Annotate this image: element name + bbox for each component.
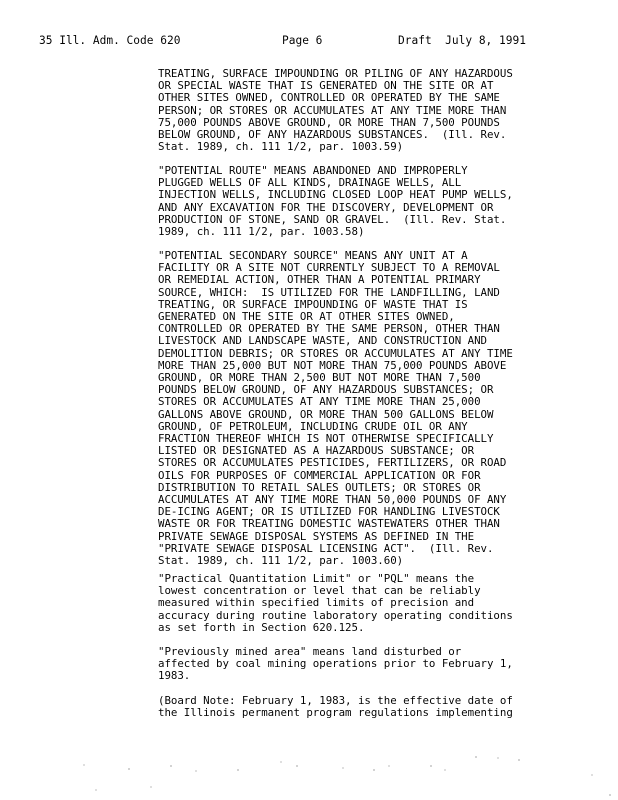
text-line: STORES OR ACCUMULATES PESTICIDES, FERTILIZERS, OR ROAD [158,456,507,470]
text-line: the Illinois permanent program regulations implementing [158,706,513,720]
paragraph-practical-quantitation-limit [158,573,513,634]
text-line: (Board Note: February 1, 1983, is the effective date of [158,694,513,707]
text-line: STORES OR ACCUMULATES AT ANY TIME MORE THAN 25,000 [158,395,481,409]
text-line: measured within specified limits of precision and [158,596,475,610]
text-line: LIVESTOCK AND LANDSCAPE WASTE, AND CONSTRUCTION AND [158,334,487,348]
text-line: accuracy during routine laboratory operating conditions [158,608,513,622]
text-line: PERSON; OR STORES OR ACCUMULATES AT ANY TIME MORE THAN [158,103,507,117]
paragraph-board-note [158,695,513,719]
text-line: MORE THAN 25,000 BUT NOT MORE THAN 75,000 POUNDS ABOVE [158,358,507,372]
text-line: GALLONS ABOVE GROUND, OR MORE THAN 500 GALLONS BELOW [158,407,494,421]
text-line: INJECTION WELLS, INCLUDING CLOSED LOOP HEAT PUMP WELLS, [158,188,513,202]
text-line: PLUGGED WELLS OF ALL KINDS, DRAINAGE WELLS, ALL [158,176,462,190]
header-draft-date: Draft July 8, 1991 [398,34,526,47]
paragraph-potential-secondary-source [158,250,513,567]
text-line: Stat. 1989, ch. 111 1/2, par. 1003.60) [158,554,404,568]
text-line: 1983. [158,669,191,683]
text-line: "Practical Quantitation Limit" or "PQL" means the [158,572,475,585]
text-line: TREATING, SURFACE IMPOUNDING OR PILING OF ANY HAZARDOUS [158,67,513,80]
text-line: 75,000 POUNDS ABOVE GROUND, OR MORE THAN 7,500 POUNDS [158,115,500,129]
text-line: POUNDS BELOW GROUND, OF ANY HAZARDOUS SUBSTANCES; OR [158,383,494,397]
text-line: DEMOLITION DEBRIS; OR STORES OR ACCUMULATES AT ANY TIME [158,346,513,360]
text-line: PRIVATE SEWAGE DISPOSAL SYSTEMS AS DEFINED IN THE [158,529,475,543]
text-line: OR REMEDIAL ACTION, OTHER THAN A POTENTIAL PRIMARY [158,273,481,287]
text-line: OTHER SITES OWNED, CONTROLLED OR OPERATED BY THE SAME [158,91,500,105]
text-line: lowest concentration or level that can be reliably [158,584,481,598]
text-line: as set forth in Section 620.125. [158,620,365,634]
text-line: Stat. 1989, ch. 111 1/2, par. 1003.59) [158,140,404,154]
text-line: FACILITY OR A SITE NOT CURRENTLY SUBJECT TO A REMOVAL [158,261,500,275]
header-code-reference: 35 Ill. Adm. Code 620 [39,34,181,47]
paragraph-potential-route [158,165,513,238]
text-line: 1989, ch. 111 1/2, par. 1003.58) [158,225,365,239]
text-line: affected by coal mining operations prior to February 1, [158,657,513,671]
text-line: "Previously mined area" means land disturbed or [158,645,462,658]
text-line: "POTENTIAL SECONDARY SOURCE" MEANS ANY UNIT AT A [158,249,468,262]
text-line: GENERATED ON THE SITE OR AT OTHER SITES OWNED, [158,310,455,324]
paragraph-hazardous-substances-end [158,68,513,153]
text-line: FRACTION THEREOF WHICH IS NOT OTHERWISE SPECIFICALLY [158,432,494,446]
text-line: DISTRIBUTION TO RETAIL SALES OUTLETS; OR STORES OR [158,480,481,494]
text-line: PRODUCTION OF STONE, SAND OR GRAVEL. (Ill. Rev. Stat. [158,212,507,226]
text-line: SOURCE, WHICH: IS UTILIZED FOR THE LANDFILLING, LAND [158,285,500,299]
text-line: DE-ICING AGENT; OR IS UTILIZED FOR HANDLING LIVESTOCK [158,505,500,519]
text-line: ACCUMULATES AT ANY TIME MORE THAN 50,000 POUNDS OF ANY [158,493,507,507]
text-line: OR SPECIAL WASTE THAT IS GENERATED ON THE SITE OR AT [158,79,494,93]
paragraph-previously-mined-area [158,646,513,683]
text-line: CONTROLLED OR OPERATED BY THE SAME PERSON, OTHER THAN [158,322,500,336]
text-line: WASTE OR FOR TREATING DOMESTIC WASTEWATERS OTHER THAN [158,517,500,531]
text-line: GROUND, OR MORE THAN 2,500 BUT NOT MORE THAN 7,500 [158,371,481,385]
text-line: LISTED OR DESIGNATED AS A HAZARDOUS SUBSTANCE; OR [158,444,475,458]
text-line: OILS FOR PURPOSES OF COMMERCIAL APPLICATION OR FOR [158,468,481,482]
text-line: AND ANY EXCAVATION FOR THE DISCOVERY, DEVELOPMENT OR [158,200,494,214]
text-line: BELOW GROUND, OF ANY HAZARDOUS SUBSTANCES. (Ill. Rev. [158,128,507,142]
text-line: GROUND, OF PETROLEUM, INCLUDING CRUDE OIL OR ANY [158,419,468,433]
text-line: TREATING, OR SURFACE IMPOUNDING OF WASTE THAT IS [158,297,468,311]
text-line: "POTENTIAL ROUTE" MEANS ABANDONED AND IMPROPERLY [158,164,468,177]
header-page-number: Page 6 [282,34,323,47]
text-line: "PRIVATE SEWAGE DISPOSAL LICENSING ACT". (Ill. Rev. [158,541,494,555]
